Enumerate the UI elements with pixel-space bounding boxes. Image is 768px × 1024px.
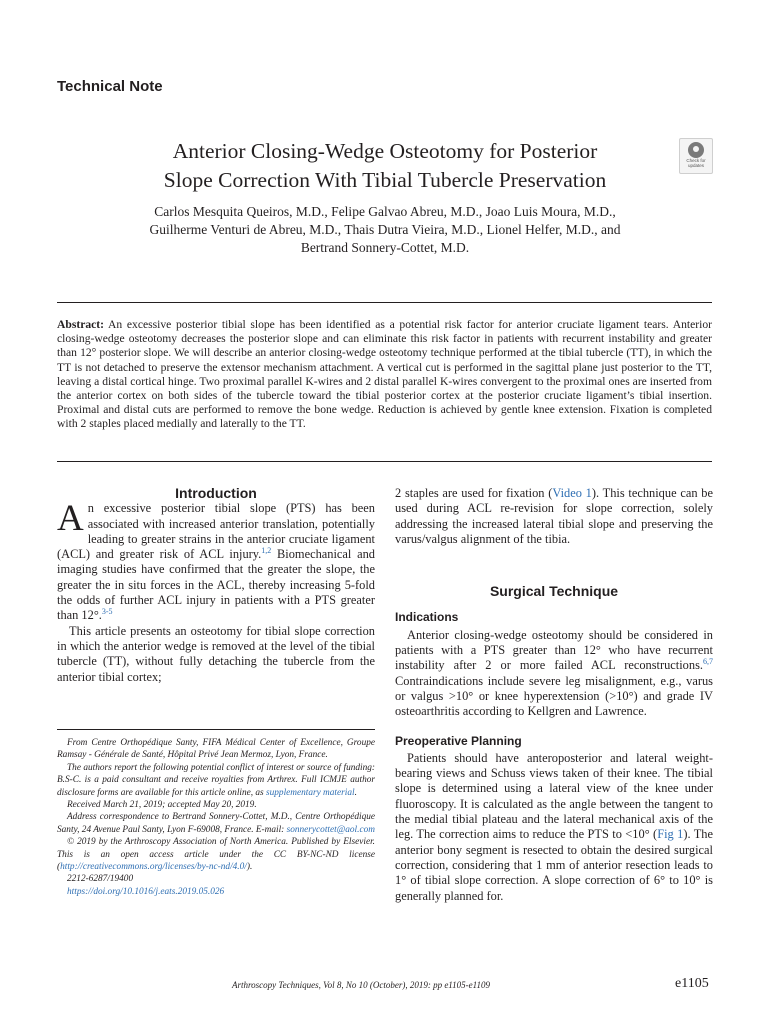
intro-text-a: n excessive posterior tibial slope (PTS) has been associated with increased anterior translation, potentially leading to greater strains in the anterior cruciate ligament (ACL) and greater risk of ACL injury. — [57, 501, 375, 562]
page-number: e1105 — [675, 976, 709, 991]
conflict-text: The authors report the following potential conflict of interest or source of funding: B.S-C. is a paid consultant and receive royalties from Arthrex. Full ICMJE author disclosure forms are available for this article online, as — [57, 762, 375, 798]
indications-text-end: Contraindications include severe leg misalignment, e.g., varus or valgus >10° or knee hyperextension (>10°) and grade IV osteoarthritis according to Kellgren and Lawrence. — [395, 673, 713, 719]
right-column — [395, 486, 713, 904]
supplementary-material-link[interactable]: supplementary material — [266, 787, 355, 798]
copyright-end: ). — [246, 862, 253, 873]
planning-paragraph — [395, 751, 713, 904]
footnote-issn: 2212-6287/19400 — [67, 874, 134, 885]
intro-p3-text-end: ). This technique can be used during ACL re-revision for slope correction, solely addressing the increased lateral tibial slope and preserving the varus/valgus alignment of the tibia. — [395, 486, 713, 546]
section-label: Technical Note — [57, 78, 163, 95]
indications-text: Anterior closing-wedge osteotomy should be considered in patients with a PTS greater than 12° who have recurrent instability after 2 or more failed ACL reconstructions. — [395, 627, 713, 673]
introduction-paragraph-1 — [57, 498, 375, 623]
footnote-copyright — [57, 836, 375, 873]
footnote-received: Received March 21, 2019; accepted May 20, 2019. — [67, 800, 257, 811]
footnotes — [57, 737, 375, 898]
abstract-text: An excessive posterior tibial slope has been identified as a potential risk factor for anterior cruciate ligament tears. Anterior closing-wedge osteotomy decreases the posterior slope and can eliminate this risk factor in patients with recurrent instability and greater than 12° posterior slope. We will describe an anterior closing-wedge osteotomy technique performed at the tibial tubercle (TT), in which the TT is not detached to preserve the extensor mechanism attachment. A vertical cut is performed in the sagittal plane just posterior to the TT, leaving a distal cortical hinge. Two proximal parallel K-wires and 2 distal parallel K-wires convergent to the proximal ones are inserted from the anterior cortex on both sides of the tubercle toward the tibial posterior cortex at the posterior cruciate ligament’s tibial insertion. Proximal and distal cuts are performed to remove the bone wedge. Reduction is achieved by gentle knee extension. Fixation is completed with 2 staples placed medially and laterally to the TT. — [57, 318, 712, 431]
indications-paragraph — [395, 628, 713, 720]
badge-label-1: Check for — [686, 158, 706, 163]
citation-ref-6-7[interactable]: 6,7 — [703, 657, 713, 667]
footnote-correspondence — [57, 811, 375, 836]
email-link[interactable]: sonnerycottet@aol.com — [286, 824, 375, 835]
planning-text-end: ). The anterior bony segment is resected to obtain the desired surgical correction, considering that 1 mm of anterior resection leads to 1° of tibial slope correction. A slope correction of 6° to 10° is generally planned for. — [395, 827, 713, 903]
abstract-top-divider — [57, 302, 712, 303]
planning-text: Patients should have anteroposterior and lateral weight-bearing views and Schuss views taken of their knee. The tibial slope is determined using a lateral view of the knee under fluoroscopy. It is calculated as the angle between the tangent to the medial tibial plateau and the lateral mechanical axis of the leg. The correction aims to reduce the PTS to <10° ( — [395, 750, 713, 842]
citation-ref-3-5[interactable]: 3-5 — [101, 607, 113, 617]
fig-1-link[interactable]: Fig 1 — [657, 827, 684, 842]
authors-line-3: Bertrand Sonnery-Cottet, M.D. — [300, 240, 470, 255]
drop-cap: A — [57, 498, 84, 540]
article-title — [90, 137, 680, 195]
copyright-text: © 2019 by the Arthroscopy Association of North America. Published by Elsevier. This is an open access article under the CC BY-NC-ND license ( — [57, 837, 375, 873]
check-for-updates-badge[interactable] — [679, 138, 713, 174]
footnote-conflict — [57, 762, 375, 799]
video-1-link[interactable]: Video 1 — [552, 486, 592, 500]
footnote-divider — [57, 729, 375, 730]
correspondence-text: Address correspondence to Bertrand Sonnery-Cottet, M.D., Centre Orthopédique Santy, 24 Avenue Paul Santy, Lyon F-69008, France. E-mail: — [57, 812, 375, 835]
badge-label-2: updates — [687, 163, 704, 168]
introduction-paragraph-3 — [395, 486, 713, 547]
footnote-affiliation: From Centre Orthopédique Santy, FIFA Médical Center of Excellence, Groupe Ramsay - Générale de Santé, Hôpital Privé Jean Mermoz, Lyon, France. — [57, 738, 375, 761]
intro-text-b: Biomechanical and imaging studies have confirmed that the greater the slope, the greater the in situ forces in the ACL, thereby increasing 5-fold the odds of further ACL injury in patients with a PTS greater than 12°. — [57, 547, 375, 623]
abstract — [57, 318, 712, 432]
indications-heading: Indications — [395, 610, 459, 625]
journal-citation: Arthroscopy Techniques, Vol 8, No 10 (October), 2019: pp e1105-e1109 — [232, 980, 490, 990]
citation-ref-1-2[interactable]: 1,2 — [261, 546, 272, 556]
conflict-end: . — [354, 787, 357, 798]
introduction-paragraph-2: This article presents an osteotomy for tibial slope correction in which the anterior wedge is removed at the level of the tibial tubercle (TT), without fully detaching the tubercle from the anterior tibial cortex; — [57, 623, 375, 684]
left-column — [57, 486, 375, 685]
check-for-updates-icon — [688, 142, 704, 158]
introduction-heading: Introduction — [175, 485, 257, 501]
preoperative-planning-heading: Preoperative Planning — [395, 733, 522, 748]
authors-line-1: Carlos Mesquita Queiros, M.D., Felipe Galvao Abreu, M.D., Joao Luis Moura, M.D., — [154, 204, 616, 219]
abstract-bottom-divider — [57, 461, 712, 462]
license-link[interactable]: http://creativecommons.org/licenses/by-nc-nd/4.0/ — [60, 862, 247, 873]
title-line-2: Slope Correction With Tibial Tubercle Preservation — [163, 168, 607, 192]
abstract-label: Abstract: — [57, 318, 105, 331]
surgical-technique-heading: Surgical Technique — [489, 583, 619, 600]
author-list — [70, 203, 700, 257]
authors-line-2: Guilherme Venturi de Abreu, M.D., Thais Dutra Vieira, M.D., Lionel Helfer, M.D., and — [149, 222, 621, 237]
doi-link[interactable]: https://doi.org/10.1016/j.eats.2019.05.026 — [67, 886, 225, 897]
title-line-1: Anterior Closing-Wedge Osteotomy for Posterior — [172, 139, 598, 163]
intro-p3-text: 2 staples are used for fixation ( — [395, 486, 553, 500]
